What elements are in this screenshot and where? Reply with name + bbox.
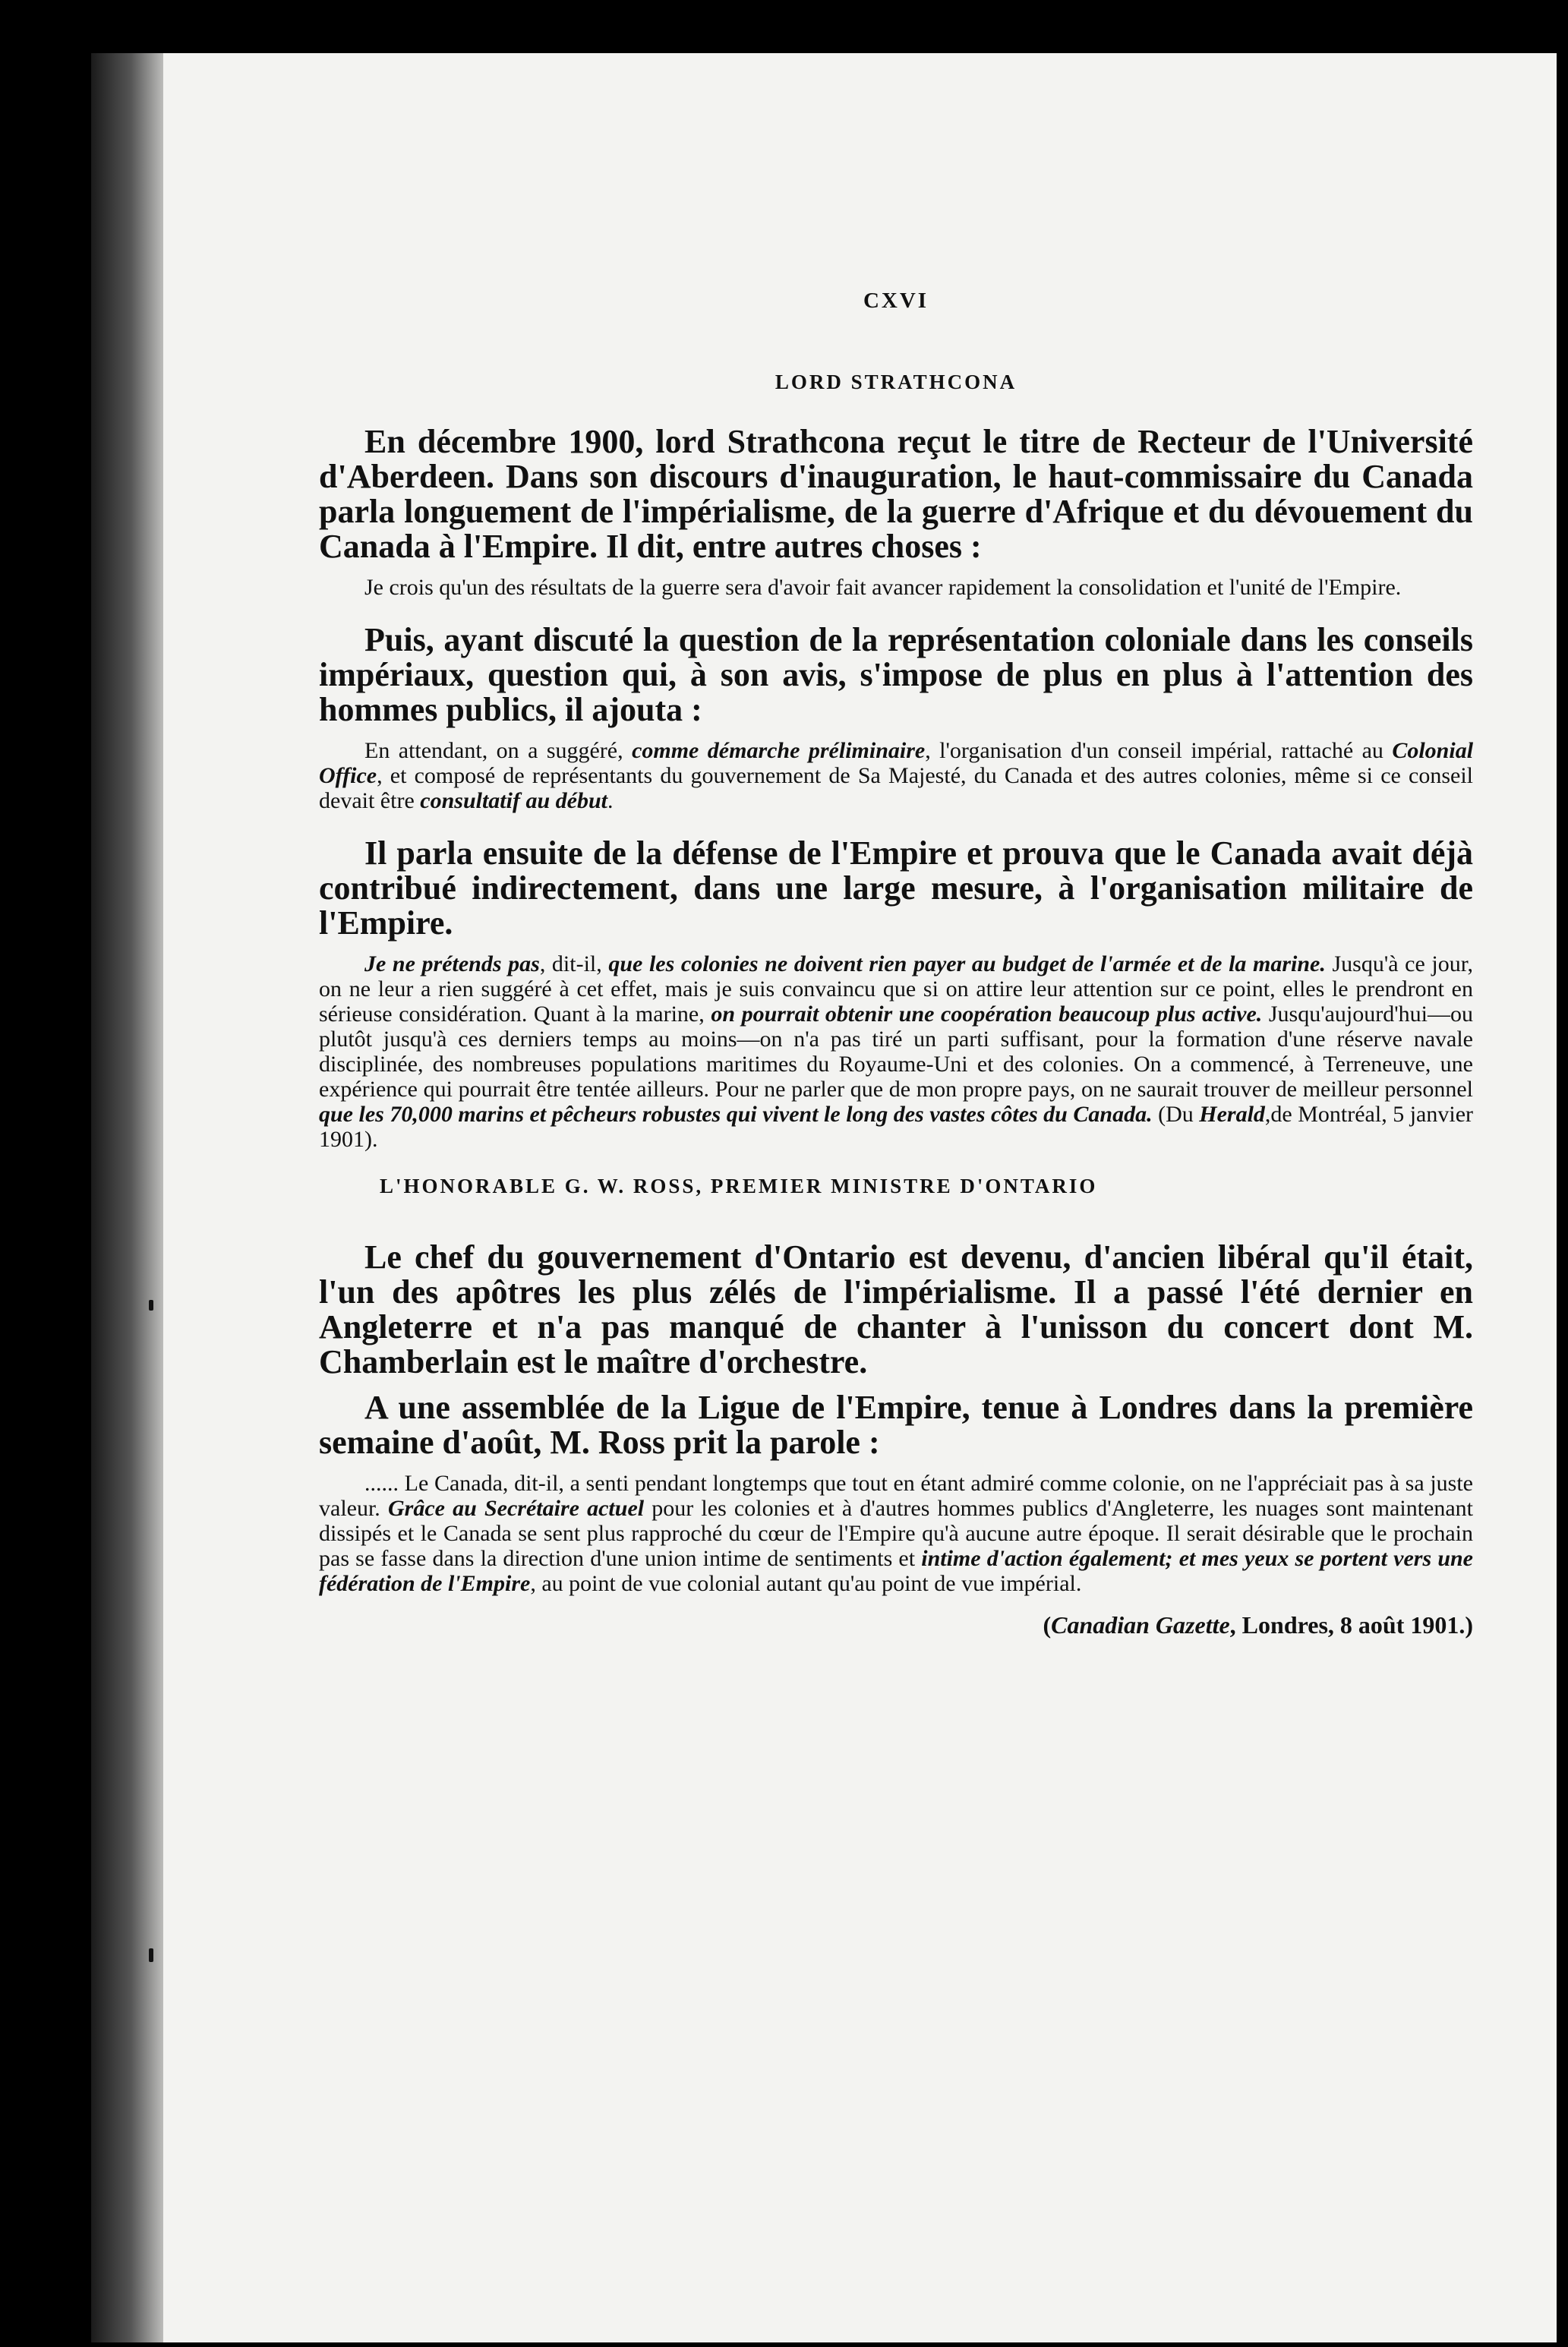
paragraph: A une assemblée de la Ligue de l'Empire, tenue à Londres dans la première semaine d'août, M. Ross prit la parole : — [319, 1389, 1473, 1461]
quotation: Je ne prétends pas, dit-il, que les colonies ne doivent rien payer au budget de l'armée et de la marine. Jusqu'à ce jour, on ne leur a rien suggéré à cet effet, mais je suis convaincu que si on attire leur attention sur ce point, elles le prendront en sérieuse considération. Quant à la marine, on pourrait obtenir une coopération beaucoup plus active. Jusqu'aujourd'hui—ou plutôt jusqu'à ces derniers temps au moins—on n'a pas tiré un parti suffisant, pour la formation d'une réserve navale disciplinée, des nombreuses populations maritimes du Royaume-Uni et des colonies. On a commencé, à Terreneuve, une expérience qui pourrait être tentée ailleurs. Pour ne parler que de mon propre pays, on ne saurait trouver de meilleur personnel que les 70,000 marins et pêcheurs robustes qui vivent le long des vastes côtes du Canada. (Du Herald,de Montréal, 5 janvier 1901). — [319, 951, 1474, 1152]
paragraph: En décembre 1900, lord Strathcona reçut le titre de Recteur de l'Université d'Aberdeen. Dans son discours d'inauguration, le haut-commissaire du Canada parla longuement de l'impérialisme, de la guerre d'Afrique et du dévouement du Canada à l'Empire. Il dit, entre autres choses : — [319, 423, 1473, 565]
paragraph: Il parla ensuite de la défense de l'Empire et prouva que le Canada avait déjà contribué indirectement, dans une large mesure, à l'organisation militaire de l'Empire. — [319, 834, 1473, 942]
paragraph: Puis, ayant discuté la question de la représentation coloniale dans les conseils impériaux, question qui, à son avis, s'impose de plus en plus à l'attention des hommes publics, il ajouta : — [319, 621, 1473, 728]
page-number: CXVI — [863, 289, 929, 313]
paragraph: Le chef du gouvernement d'Ontario est devenu, d'ancien libéral qu'il était, l'un des apôtres les plus zélés de l'impérialisme. Il a passé l'été dernier en Angleterre et n'a pas manqué de chanter à l'unisson du concert dont M. Chamberlain est le maître d'orchestre. — [319, 1238, 1473, 1380]
section-heading-strathcona: LORD STRATHCONA — [775, 371, 1017, 393]
quotation: ...... Le Canada, dit-il, a senti pendant longtemps que tout en étant admiré comme colonie, on ne l'appréciait pas à sa juste valeur. Grâce au Secrétaire actuel pour les colonies et à d'autres hommes publics d'Angleterre, les nuages sont maintenant dissipés et le Canada se sent plus rapproché du cœur de l'Empire qu'à aucune autre époque. Il serait désirable que le prochain pas se fasse dans la direction d'une union intime de sentiments et intime d'action également; et mes yeux se portent vers une fédération de l'Empire, au point de vue colonial autant qu'au point de vue impérial. — [319, 1471, 1474, 1596]
section-heading-ross: L'HONORABLE G. W. ROSS, PREMIER MINISTRE D'ONTARIO — [380, 1175, 1098, 1197]
citation: (Canadian Gazette, Londres, 8 août 1901.) — [1043, 1611, 1473, 1639]
quotation: Je crois qu'un des résultats de la guerre sera d'avoir fait avancer rapidement la consolidation et l'unité de l'Empire. — [364, 575, 1402, 600]
book-binding-shadow — [91, 53, 163, 2342]
margin-mark — [149, 1300, 153, 1311]
margin-mark — [149, 1948, 153, 1962]
document-text — [319, 289, 1473, 1639]
quotation: En attendant, on a suggéré, comme démarche préliminaire, l'organisation d'un conseil impérial, rattaché au Colonial Office, et composé de représentants du gouvernement de Sa Majesté, du Canada et des autres colonies, même si ce conseil devait être consultatif au début. — [319, 738, 1474, 813]
